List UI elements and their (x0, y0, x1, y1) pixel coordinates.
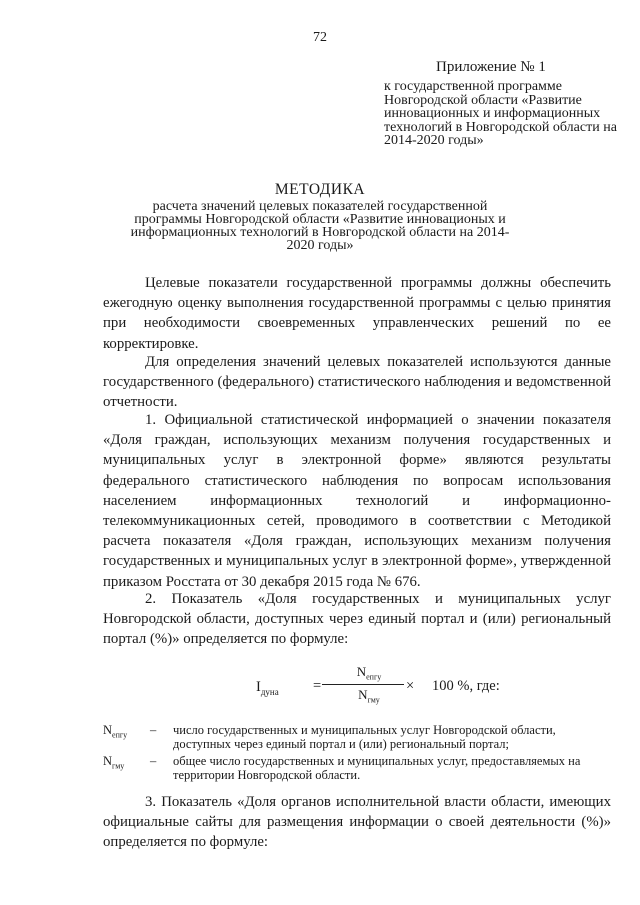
methodology-subtitle: расчета значений целевых показателей государственной программы Новгородской области «Развитие инновационых и информационных технологий в Новгородской области на 2014-2020 годы» (130, 199, 510, 253)
formula-lhs: $I_{дуна}$ (256, 679, 279, 697)
methodology-title: МЕТОДИКА (274, 181, 366, 198)
definition-dash: – (150, 723, 157, 737)
definition-symbol: $N_{гму}$ (103, 754, 125, 771)
definition-text: общее число государственных и муниципальных услуг, предоставляемых на территории Новгородской области. (173, 754, 581, 782)
paragraph-indicator-1: 1. Официальной статистической информацией о значении показателя «Доля граждан, использующих механизм получения государственных и муниципальных услуг в электронной форме» являются результаты федерального статистического наблюдения по вопросам использования населением информационных технологий и информационно-телекоммуникационных сетей, проводимого в соответствии с Методикой расчета показателя «Доля граждан, использующих механизм получения государственных и муниципальных услуг в электронной форме», утвержденной приказом Росстата от 30 декабря 2015 года № 676. (103, 412, 611, 590)
appendix-description: к государственной программе Новгородской области «Развитие инновационных и информационных технологий в Новгородской области на 2014-2020 годы» (384, 79, 617, 148)
fraction-bar (322, 684, 404, 685)
formula-times: × (406, 678, 415, 694)
paragraph-indicator-2: 2. Показатель «Доля государственных и муниципальных услуг Новгородской области, доступных через единый портал и (или) региональный портал (%)» определяется по формуле: (103, 591, 611, 648)
formula-denominator: $N_{гму}$ (358, 686, 380, 705)
formula-indicator-2 (256, 664, 516, 710)
formula-percent: 100 %, где: (432, 678, 500, 694)
paragraph-purpose: Целевые показатели государственной программы должны обеспечить ежегодную оценку выполнения государственной программы с целью принятия при необходимости своевременных управленческих решений по ее корректировке. (103, 275, 611, 352)
paragraph-data-sources: Для определения значений целевых показателей используются данные государственного (федерального) статистического наблюдения и ведомственной отчетности. (103, 354, 611, 411)
definition-symbol: $N_{епгу}$ (103, 723, 128, 740)
page-number: 72 (313, 30, 327, 45)
paragraph-indicator-3: 3. Показатель «Доля органов исполнительной власти области, имеющих официальные сайты для размещения информации о своей деятельности (%)» определяется по формуле: (103, 794, 611, 851)
formula-numerator: $N_{епгу}$ (356, 664, 382, 682)
formula-equals: = (313, 678, 322, 694)
definition-dash: – (150, 754, 157, 768)
formula-fraction (322, 664, 404, 704)
definition-text: число государственных и муниципальных услуг Новгородской области, доступных через единый портал и (или) региональный портал; (173, 723, 556, 751)
appendix-title: Приложение № 1 (436, 59, 546, 75)
